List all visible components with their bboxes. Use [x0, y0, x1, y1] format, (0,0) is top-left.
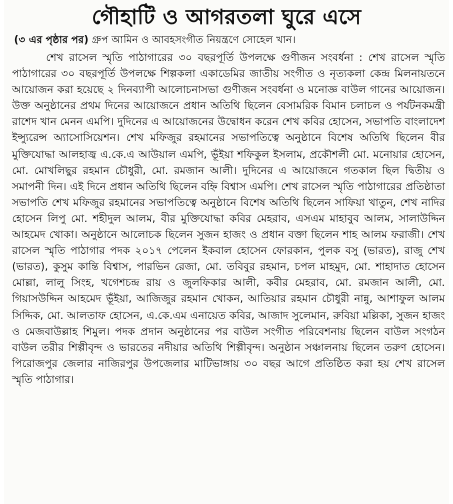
newspaper-clipping	[4, 0, 449, 504]
headline: গৌহাটি ও আগরতলা ঘুরে এসে	[91, 5, 362, 29]
continuation-text: গ্রুপ আমিন ও আবহসংগীত নিয়ন্ত্রণে সোহেল খান।	[88, 35, 296, 46]
continuation-marker: (৩ এর পৃষ্ঠার পর)	[14, 35, 89, 46]
article-body: শেখ রাসেল স্মৃতি পাঠাগারের ৩০ বছরপূর্তি উপলক্ষে গুণীজন সংবর্ধনা : শেখ রাসেল স্মৃতি পাঠাগারের ৩০ বছরপূর্তি উপলক্ষে শিল্পকলা একাডেমির জাতীয় সংগীত ও নৃত্যকলা কেন্দ্র মিলনায়তনে আয়োজন করা হয়েছে ২ দিনব্যাপী আলোচনাসভা গুণীজন সংবর্ধনা ও মনোজ্ঞ বাউল গানের আয়োজন। উক্ত অনুষ্ঠানের প্রথম দিনের আয়োজনে প্রধান অতিথি ছিলেন বেসামরিক বিমান চলাচল ও পর্যটনকমন্ত্রী রাশেদ খান মেনন এমপি। দুদিনের এ আয়োজনের উদ্বোধন করেন শেখ কবির হোসেন, সভাপতি বাংলাদেশ ইন্স্যুরেন্স অ্যাসোসিয়েশন। শেখ মফিজুর রহমানের সভাপতিত্বে অনুষ্ঠানে বিশেষ অতিথি ছিলেন বীর মুক্তিযোদ্ধা আলহাজ্ব এ.কে.এ আউয়াল এমপি, ভূঁইয়া শফিকুল ইসলাম, প্রকৌশলী মো. মনোয়ার হোসেন, মো. মোখলিছুর রহমান চৌধুরী, মো. রমজান আলী। দুদিনের এ আয়োজনে গতকাল ছিল দ্বিতীয় ও সমাপনী দিন। এই দিনে প্রধান অতিথি ছিলেন বহ্নি বিশ্বাস এমপি। শেখ রাসেল স্মৃতি পাঠাগারের প্রতিষ্ঠাতা সভাপতি শেখ মফিজুর রহমানের সভাপতিত্বে অনুষ্ঠানে বিশেষ অতিথি ছিলেন সাফিয়া খাতুন, শেখ নাদির হোসেন লিপু মো. শহীদুল আলম, বীর মুক্তিযোদ্ধা কবির মেহরাব, এসএম মাহাবুব আলম, সালাউদ্দিন আহমেদ খোকা। অনুষ্ঠানে আলোচক ছিলেন সুজন হাজং ও প্রধান বক্তা ছিলেন শাহ আলম ফরাজী। শেখ রাসেল স্মৃতি পাঠাগার পদক ২০১৭ পেলেন ইকবাল হোসেন ফোরকান, পুলক বসু (ভারত), রাজু শেখ (ভারত), কুসুম কান্তি বিশ্বাস, পারভিন রেজা, মো. তবিবুর রহমান, চপল মাহমুদ, মো. শাহাদাত হোসেন মোল্লা, লালু সিংহ, খগেশচন্দ্র রায় ও জুলফিকার আলী, কবীর মেহরাব, মো. রমজান আলী, মো. গিয়াসউদ্দিন আহমেদ ভূঁইয়া, আজিজুর রহমান খোকন, আতিয়ার রহমান চৌধুরী নান্নু, আশাফুল আলম সিদ্দিক, মো. আলতাফ হোসেন, এ.কে.এম এনায়েত কবির, আজাদ সুলেমান, রুবিয়া মল্লিকা, সুজন হাজং ও মেজবাউল্লাহ শিমুল। পদক প্রদান অনুষ্ঠানের পর বাউল সংগীত পরিবেশনায় ছিলেন বাউল সংগঠন বাউল তরীর শিল্পীবৃন্দ ও ভারতের নদীয়ার অতিথি শিল্পীবৃন্দ। অনুষ্ঠান সঞ্চালনায় ছিলেন তরুণ হোসেন। পিরোজপুর জেলার নাজিরপুর উপজেলার মাটিভাঙ্গায় ৩০ বছর আগে প্রতিষ্ঠিত করা হয় শেখ রাসেল স্মৃতি পাঠাগার।	[12, 52, 445, 386]
continuation-line	[14, 34, 443, 48]
